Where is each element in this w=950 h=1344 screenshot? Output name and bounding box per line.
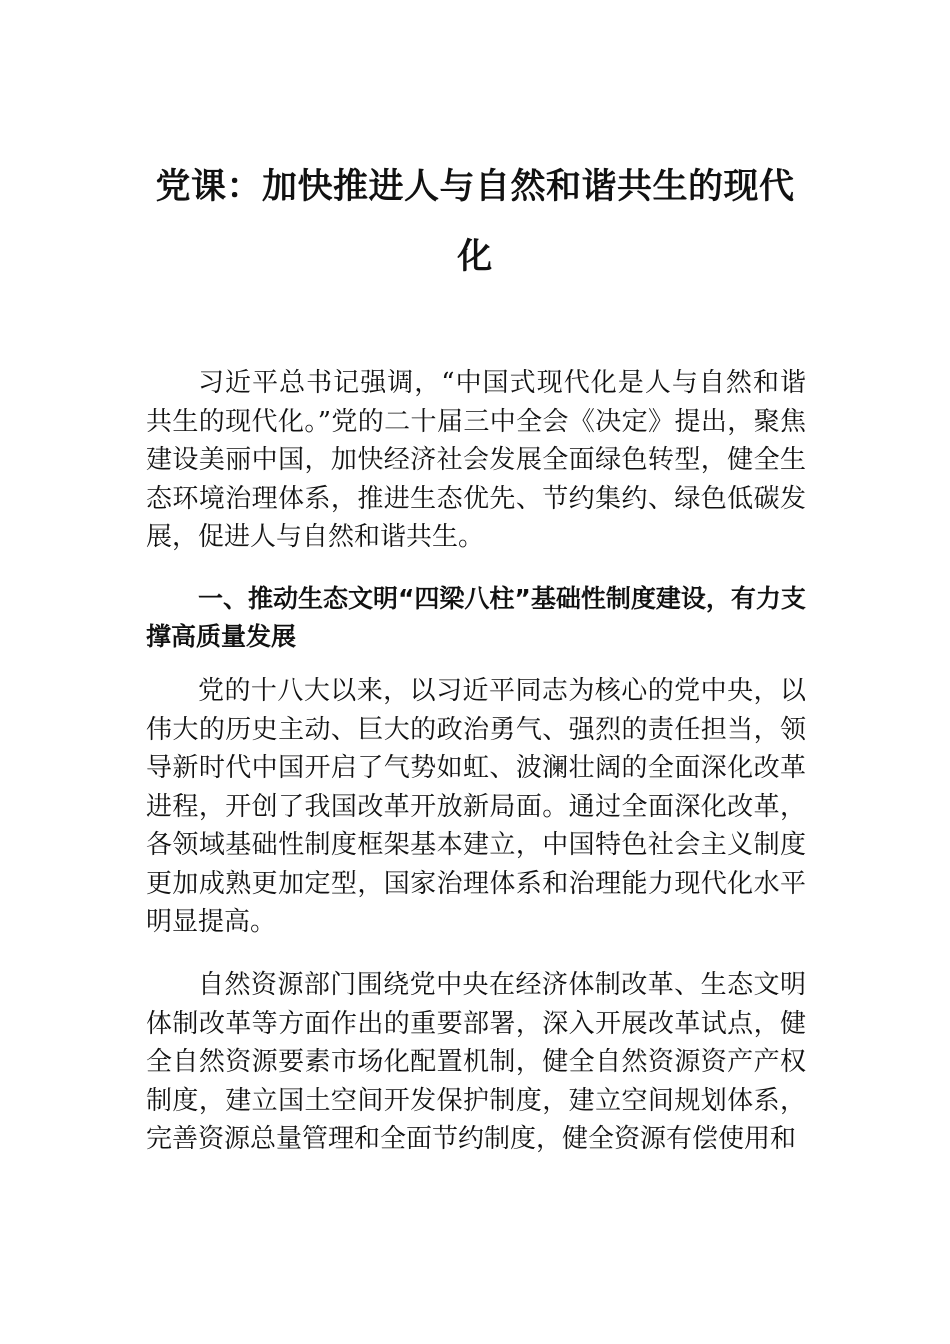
paragraph-natural-resources: 自然资源部门围绕党中央在经济体制改革、生态文明体制改革等方面作出的重要部署，深入开展改革试点，健全自然资源要素市场化配置机制，健全自然资源资产产权制度，建立国土空间开发保护制度，建立空间规划体系，完善资源总量管理和全面节约制度，健全资源有偿使用和 <box>146 970 806 1154</box>
paragraph-reform-history: 党的十八大以来，以习近平同志为核心的党中央，以伟大的历史主动、巨大的政治勇气、强烈的责任担当，领导新时代中国开启了气势如虹、波澜壮阔的全面深化改革进程，开创了我国改革开放新局面。通过全面深化改革，各领域基础性制度框架基本建立，中国特色社会主义制度更加成熟更加定型，国家治理体系和治理能力现代化水平明显提高。 <box>146 676 806 937</box>
paragraph-intro: 习近平总书记强调，“中国式现代化是人与自然和谐共生的现代化。”党的二十届三中全会《决定》提出，聚焦建设美丽中国，加快经济社会发展全面绿色转型，健全生态环境治理体系，推进生态优先、节约集约、绿色低碳发展，促进人与自然和谐共生。 <box>146 368 806 552</box>
document-title: 党课：加快推进人与自然和谐共生的现代化 <box>155 167 795 277</box>
section-heading-1: 一、推动生态文明“四梁八柱”基础性制度建设，有力支撑高质量发展 <box>146 584 806 651</box>
